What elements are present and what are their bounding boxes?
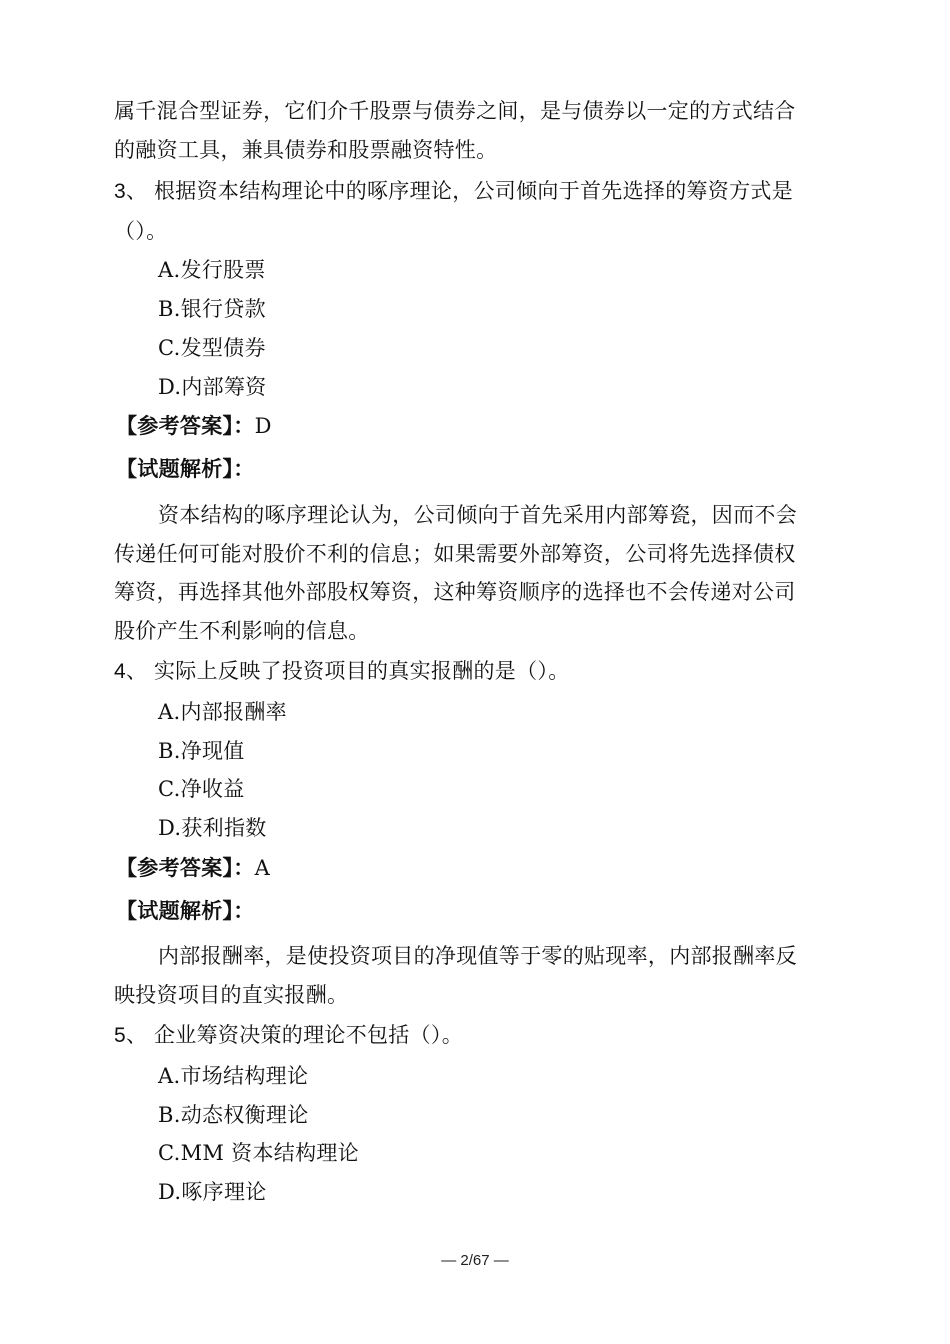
question-3-stem	[114, 178, 793, 205]
question-3-analysis-line-1: 资本结构的啄序理论认为，公司倾向于首先采用内部筹瓷，因而不会	[158, 503, 797, 527]
question-4-option-c: C.净收益	[158, 777, 245, 801]
answer-value: A	[254, 856, 271, 880]
question-5-option-b: B.动态权衡理论	[158, 1103, 309, 1127]
question-5-option-c: C.MM 资本结构理论	[158, 1141, 359, 1165]
question-5-text: 企业筹资决策的理论不包括（）。	[154, 1023, 463, 1047]
question-3-text: 根据资本结构理论中的啄序理论，公司倾向于首先选择的筹资方式是	[154, 179, 793, 203]
answer-label: 【参考答案】：	[116, 414, 255, 438]
question-5-option-d: D.啄序理论	[158, 1180, 267, 1204]
question-3-answer	[116, 413, 272, 439]
question-3-number: 3、	[114, 180, 148, 203]
question-4-number: 4、	[114, 660, 148, 683]
question-5-option-a: A.市场结构理论	[158, 1064, 309, 1088]
question-4-analysis-line-2: 映投资项目的直实报酬。	[114, 983, 349, 1007]
question-3-option-c: C.发型债券	[158, 336, 266, 360]
question-5-number: 5、	[114, 1024, 148, 1047]
question-4-stem	[114, 658, 570, 685]
question-4-analysis-line-1: 内部报酬率，是使投资项目的净现值等于零的贴现率，内部报酬率反	[158, 944, 797, 968]
question-5-stem	[114, 1022, 463, 1049]
question-3-analysis-line-2: 传递任何可能对股价不利的信息；如果需要外部筹资，公司将先选择债权	[114, 542, 796, 566]
intro-line-2: 的融资工具，兼具债券和股票融资特性。	[114, 138, 498, 162]
answer-value: D	[254, 414, 272, 438]
question-4-option-b: B.净现值	[158, 739, 245, 763]
answer-label: 【参考答案】：	[116, 856, 255, 880]
question-4-analysis-label: 【试题解析】：	[116, 899, 255, 923]
question-3-option-b: B.银行贷款	[158, 297, 266, 321]
question-3-analysis-line-3: 筹资，再选择其他外部股权筹资，这种筹资顺序的选择也不会传递对公司	[114, 580, 796, 604]
question-3-analysis-label: 【试题解析】：	[116, 457, 255, 481]
intro-line-1: 属千混合型证券，它们介千股票与债券之间，是与债券以一定的方式结合	[114, 99, 796, 123]
question-3-option-a: A.发行股票	[158, 258, 266, 282]
question-4-answer	[116, 855, 270, 881]
question-4-option-d: D.获利指数	[158, 816, 267, 840]
question-3-stem-cont: （）。	[114, 219, 168, 243]
question-4-text: 实际上反映了投资项目的真实报酬的是（）。	[154, 659, 570, 683]
question-4-option-a: A.内部报酬率	[158, 700, 287, 724]
question-3-option-d: D.内部筹资	[158, 375, 267, 399]
question-3-analysis-line-4: 股价产生不利影响的信息。	[114, 619, 370, 643]
page-footer: — 2/67 —	[441, 1252, 509, 1269]
